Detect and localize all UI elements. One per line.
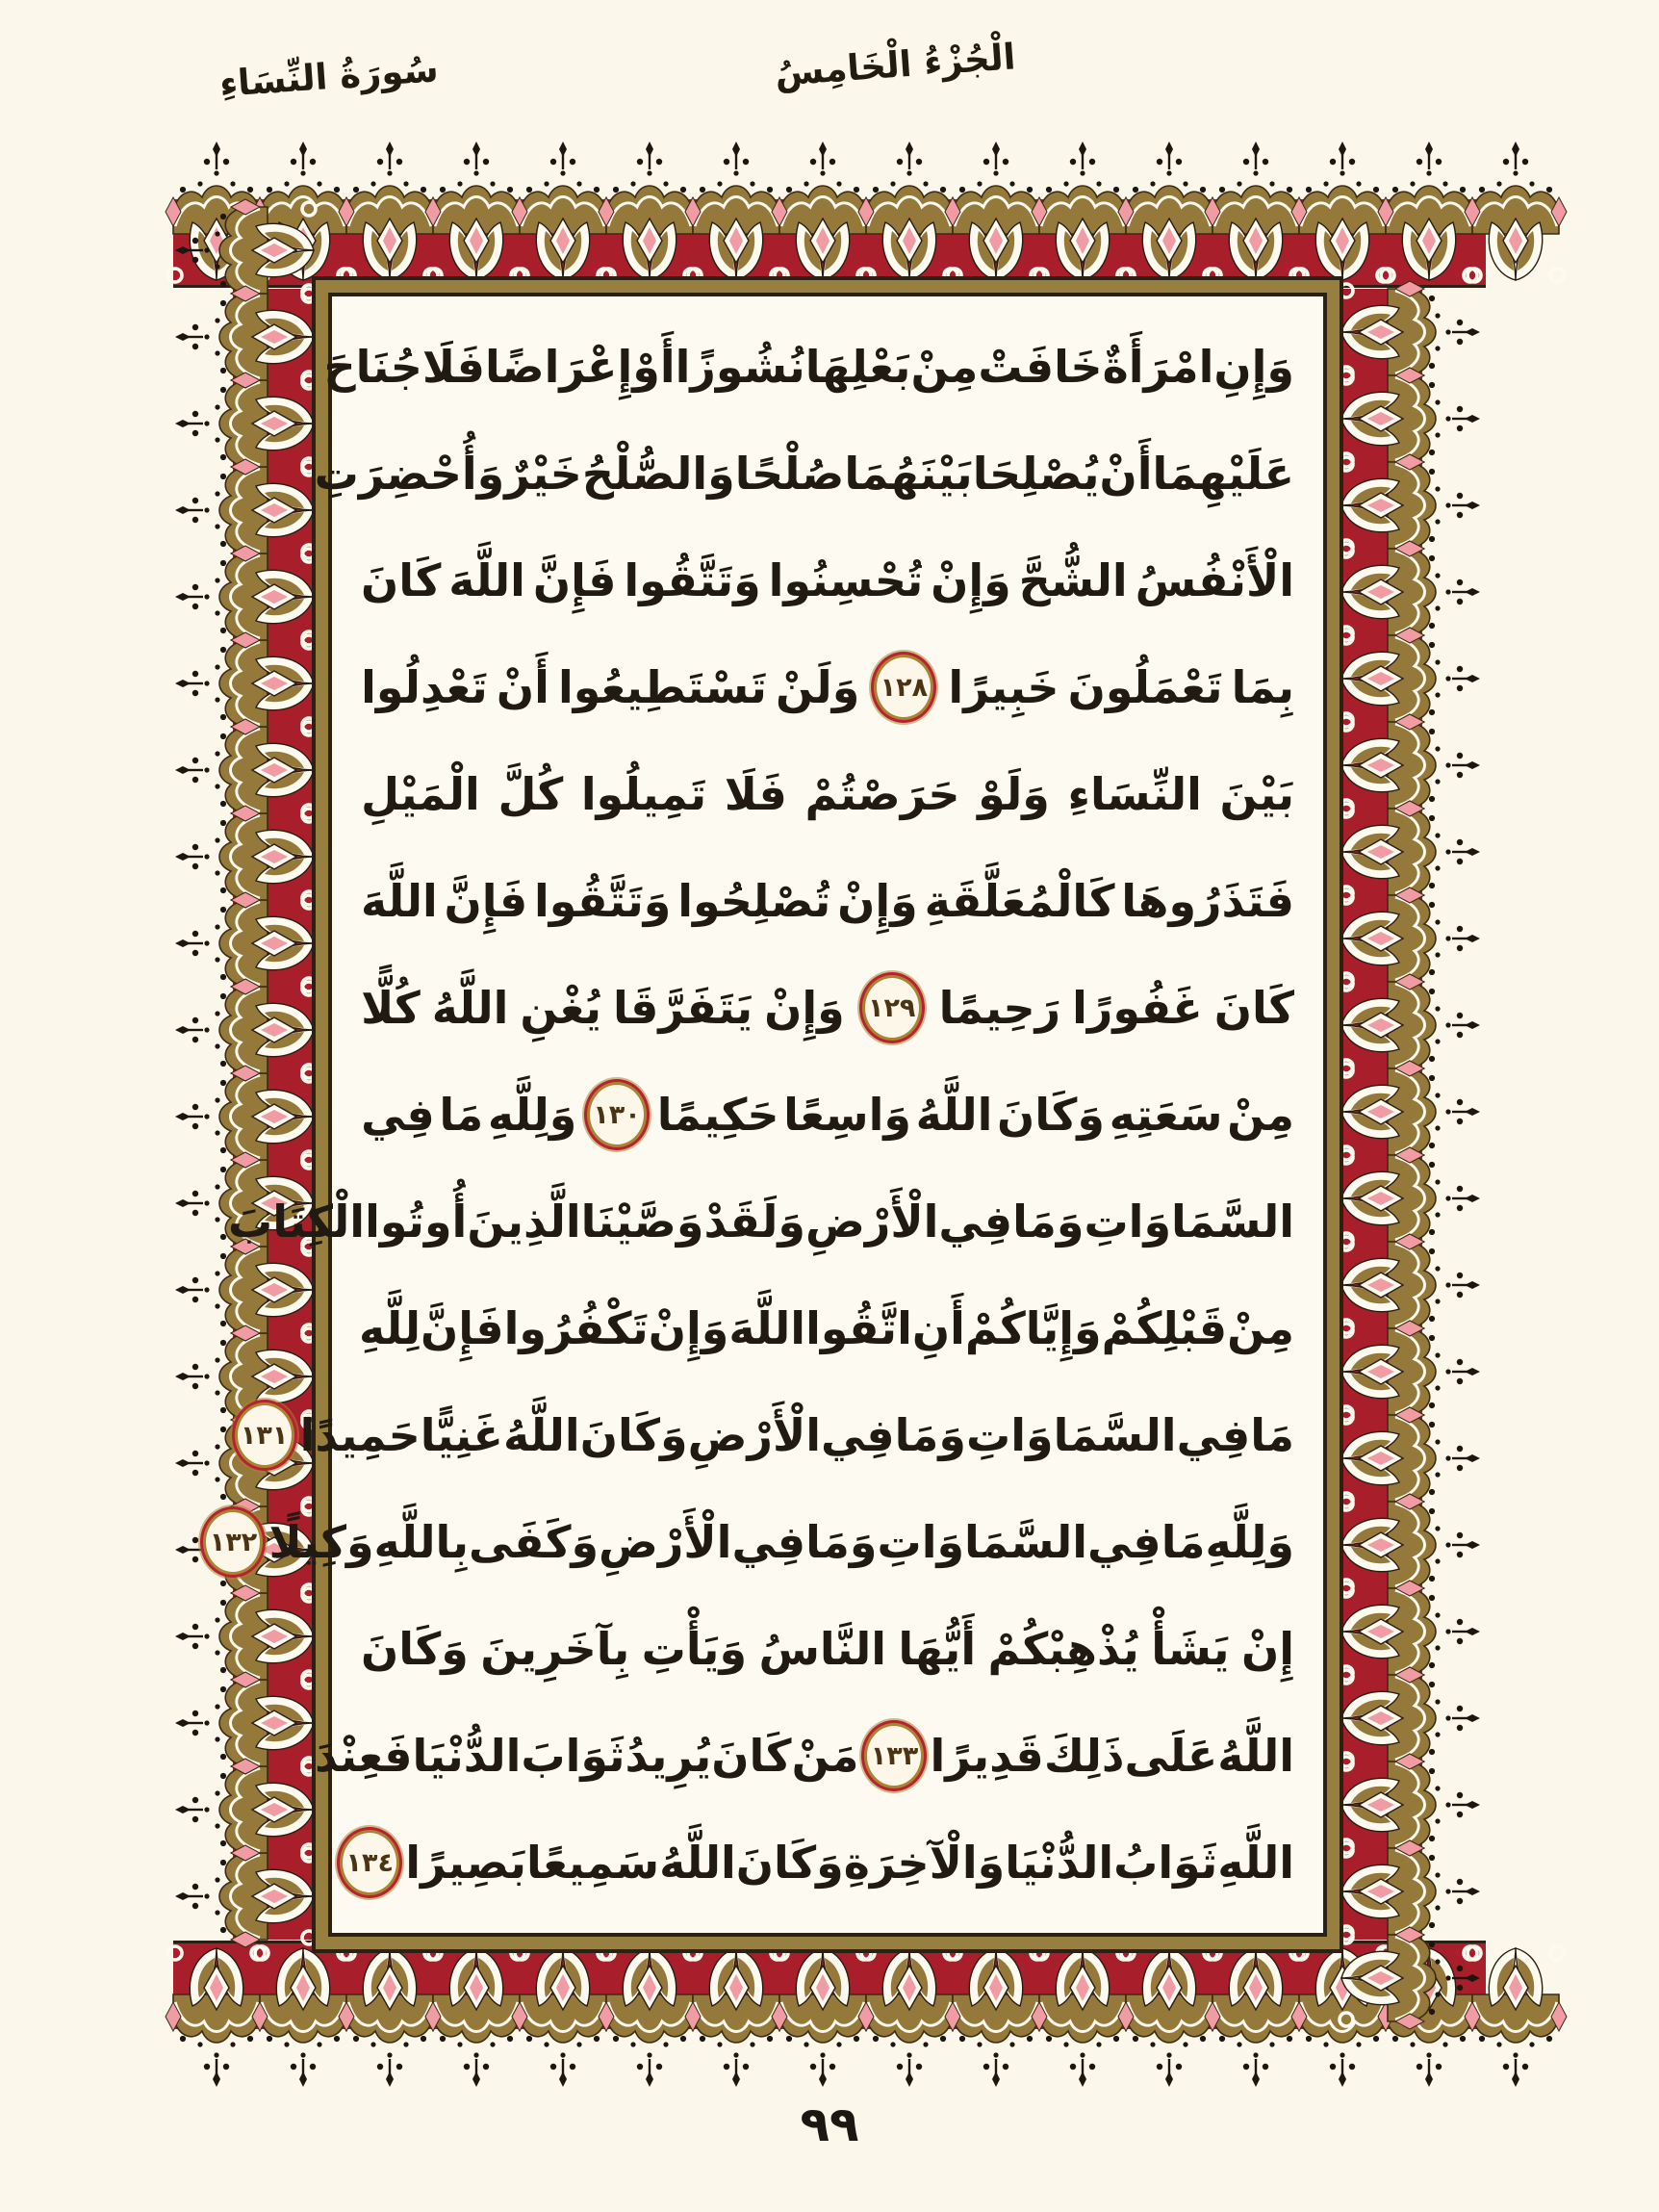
quran-word: اللَّهُ (1217, 1730, 1294, 1782)
quran-word: كَانَ (361, 554, 442, 606)
border-bottom-ornament (173, 1940, 1486, 2089)
quran-line (361, 957, 1294, 1059)
quran-word: جُنَاحَ (323, 341, 422, 393)
quran-word: فَلَا (421, 341, 485, 393)
quran-line (361, 1277, 1294, 1379)
quran-word: نُشُوزًا (675, 341, 805, 393)
quran-word: اللَّهُ (659, 1837, 736, 1889)
quran-word: سَمِيعًا (525, 1837, 660, 1889)
quran-word: فِي (1087, 1516, 1161, 1568)
quran-word: أَوْ (632, 341, 676, 393)
quran-word: وَإِيَّاكُمْ (964, 1302, 1102, 1354)
quran-word: بِاللَّهِ (373, 1516, 470, 1568)
quran-word: بِمَا (1231, 661, 1294, 713)
quran-word: مِنْ (910, 341, 979, 393)
quran-word: النِّسَاءِ (1067, 768, 1202, 820)
quran-line (361, 636, 1294, 738)
quran-line (323, 316, 1294, 418)
quran-line (345, 1812, 1294, 1914)
quran-word: ثَوَابَ (521, 1730, 625, 1782)
quran-word: اتَّقُوا (805, 1302, 912, 1354)
quran-word: السَّمَاوَاتِ (1084, 1196, 1294, 1247)
quran-word: تَمِيلُوا (580, 768, 707, 820)
quran-word: امْرَأَةٌ (1102, 341, 1214, 393)
quran-word: وَمَا (1012, 1196, 1085, 1247)
quran-word: وَلَنْ (776, 661, 860, 713)
quran-word: أُوتُوا (365, 1196, 468, 1247)
verse-number-medallion: ١٣٣ (864, 1723, 924, 1788)
quran-word: كُلًّا (361, 982, 421, 1034)
quran-word: اللَّهَ (728, 1302, 806, 1354)
border-right-ornament (1333, 289, 1482, 1940)
quran-word: الْأَرْضِ (805, 1196, 939, 1247)
quran-word: فِي (820, 1409, 895, 1461)
quran-word: وَإِنِ (1213, 341, 1294, 393)
quran-word: وَصَّيْنَا (580, 1196, 704, 1247)
quran-word: بَيْنَ (1219, 768, 1294, 820)
quran-word: غَنِيًّا (420, 1409, 503, 1461)
quran-word: ثَوَابُ (1113, 1837, 1218, 1889)
quran-word: ذَلِكَ (1043, 1730, 1125, 1782)
quran-word: وَأُحْضِرَتِ (314, 448, 505, 500)
quran-line (361, 1598, 1294, 1700)
quran-word: بَيْنَهُمَا (844, 448, 973, 500)
quran-word: رَحِيمًا (938, 982, 1061, 1034)
quran-word: وَلِلَّهِ (1205, 1516, 1294, 1568)
quran-word: اللَّهُ (502, 1409, 580, 1461)
quran-word: وَإِنْ (931, 554, 1011, 606)
quran-word: فَتَذَرُوهَا (1121, 875, 1294, 927)
quran-line (209, 1491, 1294, 1593)
quran-word: فَعِنْدَ (315, 1730, 413, 1782)
quran-word: وَإِنْ (648, 1302, 729, 1354)
quran-word: اللَّهُ (915, 1089, 993, 1141)
page-number: ٩٩ (800, 2096, 859, 2152)
quran-word: اللَّهُ (431, 982, 509, 1034)
quran-word: فَإِنَّ (444, 875, 528, 927)
quran-word: عَلَى (1124, 1730, 1218, 1782)
quran-word: أَنْ (1099, 448, 1153, 500)
quran-line (240, 1384, 1294, 1486)
quran-word: وَإِنْ (764, 982, 845, 1034)
quran-word: خَافَتْ (978, 341, 1103, 393)
quran-word: مَا (1161, 1516, 1206, 1568)
quran-word: إِعْرَاضًا (484, 341, 633, 393)
quran-word: فَإِنَّ (420, 1302, 504, 1354)
quran-word: الْأَرْضِ (599, 1516, 732, 1568)
quran-word: مَا (439, 1089, 484, 1141)
quran-word: مَنْ (791, 1730, 859, 1782)
quran-word: كَانَ (1213, 982, 1294, 1034)
quran-word: غَفُورًا (1072, 982, 1203, 1034)
border-left-ornament (173, 289, 322, 1940)
quran-word: فَلَا (724, 768, 787, 820)
quran-word: وَتَتَّقُوا (534, 875, 672, 927)
verse-number-medallion: ١٢٩ (862, 975, 922, 1041)
quran-word: فِي (731, 1516, 806, 1568)
quran-word: وَكَانَ (361, 1623, 469, 1675)
quran-word: فِي (938, 1196, 1013, 1247)
quran-word: يُصْلِحَا (972, 448, 1100, 500)
quran-word: وَمَا (805, 1516, 878, 1568)
quran-word: لِلَّهِ (359, 1302, 421, 1354)
quran-word: وَكَانَ (579, 1409, 688, 1461)
quran-word: حَكِيمًا (656, 1089, 779, 1141)
quran-word: الدُّنْيَا (1005, 1837, 1114, 1889)
quran-word: الْمَيْلِ (361, 768, 480, 820)
quran-word: حَمِيدًا (299, 1409, 421, 1461)
quran-word: اللَّهَ (448, 554, 525, 606)
quran-word: وَإِنْ (837, 875, 918, 927)
quran-word: تَكْفُرُوا (503, 1302, 649, 1354)
quran-line (315, 1705, 1294, 1807)
quran-word: مِنْ (1227, 1302, 1294, 1354)
border-top-ornament (173, 140, 1486, 289)
quran-word: اللَّهِ (1217, 1837, 1294, 1889)
quran-word: يَشَأْ (1151, 1623, 1230, 1675)
quran-word: إِنْ (1240, 1623, 1294, 1675)
quran-word: عَلَيْهِمَا (1152, 448, 1294, 500)
quran-word: صُلْحًا (734, 448, 845, 500)
quran-word: السَّمَاوَاتِ (877, 1516, 1088, 1568)
quran-word: الْأَنْفُسُ (1135, 554, 1294, 606)
quran-word: وَتَتَّقُوا (624, 554, 761, 606)
quran-line (314, 423, 1294, 525)
quran-word: فِي (361, 1089, 435, 1141)
quran-word: كُلَّ (498, 768, 564, 820)
quran-word: يُغْنِ (520, 982, 602, 1034)
quran-word: تَعْدِلُوا (361, 661, 488, 713)
quran-line (361, 850, 1294, 952)
quran-line (361, 1064, 1294, 1166)
quran-word: أَنِ (911, 1302, 965, 1354)
quran-text-area (209, 296, 1323, 1933)
quran-word: تَعْمَلُونَ (1067, 661, 1223, 713)
quran-word: يُرِيدُ (625, 1730, 712, 1782)
quran-word: سَعَتِهِ (1109, 1089, 1223, 1141)
quran-word: قَبْلِكُمْ (1101, 1302, 1228, 1354)
quran-word: خَبِيرًا (948, 661, 1059, 713)
quran-word: وَلَقَدْ (703, 1196, 806, 1247)
quran-word: أَيُّهَا (898, 1623, 977, 1675)
quran-word: وَكِيلًا (268, 1516, 374, 1568)
quran-line (361, 529, 1294, 631)
quran-word: يُذْهِبْكُمْ (987, 1623, 1139, 1675)
quran-word: بَعْلِهَا (804, 341, 911, 393)
quran-word: السَّمَاوَاتِ (966, 1409, 1177, 1461)
quran-word: يَتَفَرَّقَا (612, 982, 753, 1034)
juz-title: الْجُزْءُ الْخَامِسُ (773, 36, 1017, 94)
quran-word: وَيَأْتِ (641, 1623, 748, 1675)
quran-word: الْكِتَابَ (228, 1196, 366, 1247)
quran-word: الدُّنْيَا (412, 1730, 522, 1782)
quran-word: وَالصُّلْحُ (581, 448, 735, 500)
quran-word: تُحْسِنُوا (768, 554, 924, 606)
quran-word: خَيْرٌ (504, 448, 582, 500)
quran-word: كَانَ (711, 1730, 792, 1782)
quran-word: فَإِنَّ (532, 554, 617, 606)
quran-word: وَلَوْ (978, 768, 1050, 820)
quran-word: فِي (1176, 1409, 1251, 1461)
verse-number-medallion: ١٢٨ (874, 655, 933, 720)
quran-word: وَالْآخِرَةِ (843, 1837, 1006, 1889)
quran-word: بِآخَرِينَ (480, 1623, 630, 1675)
verse-number-medallion: ١٣٠ (587, 1082, 647, 1147)
quran-word: اللَّهَ (361, 875, 438, 927)
quran-word: وَمَا (894, 1409, 967, 1461)
quran-word: وَاسِعًا (783, 1089, 911, 1141)
quran-line (228, 1170, 1294, 1273)
quran-word: حَرَصْتُمْ (804, 768, 960, 820)
quran-word: تَسْتَطِيعُوا (557, 661, 767, 713)
quran-word: الْأَرْضِ (687, 1409, 821, 1461)
quran-word: الشُّحَّ (1018, 554, 1128, 606)
surah-title: سُورَةُ النِّسَاءِ (217, 48, 440, 105)
quran-word: وَكَفَى (469, 1516, 600, 1568)
quran-word: الَّذِينَ (467, 1196, 581, 1247)
quran-word: بَصِيرًا (405, 1837, 526, 1889)
verse-number-medallion: ١٣٤ (340, 1830, 399, 1895)
quran-word: قَدِيرًا (930, 1730, 1044, 1782)
quran-word: أَنْ (496, 661, 549, 713)
quran-word: تُصْلِحُوا (677, 875, 831, 927)
quran-line (361, 743, 1294, 845)
quran-word: مَا (1250, 1409, 1294, 1461)
quran-word: وَلِلَّهِ (487, 1089, 577, 1141)
quran-word: النَّاسُ (758, 1623, 887, 1675)
quran-word: مِنْ (1227, 1089, 1294, 1141)
quran-word: وَكَانَ (735, 1837, 844, 1889)
quran-word: وَكَانَ (997, 1089, 1105, 1141)
verse-number-medallion: ١٣٢ (203, 1509, 263, 1575)
verse-number-medallion: ١٣١ (235, 1402, 294, 1468)
quran-word: كَالْمُعَلَّقَةِ (924, 875, 1115, 927)
